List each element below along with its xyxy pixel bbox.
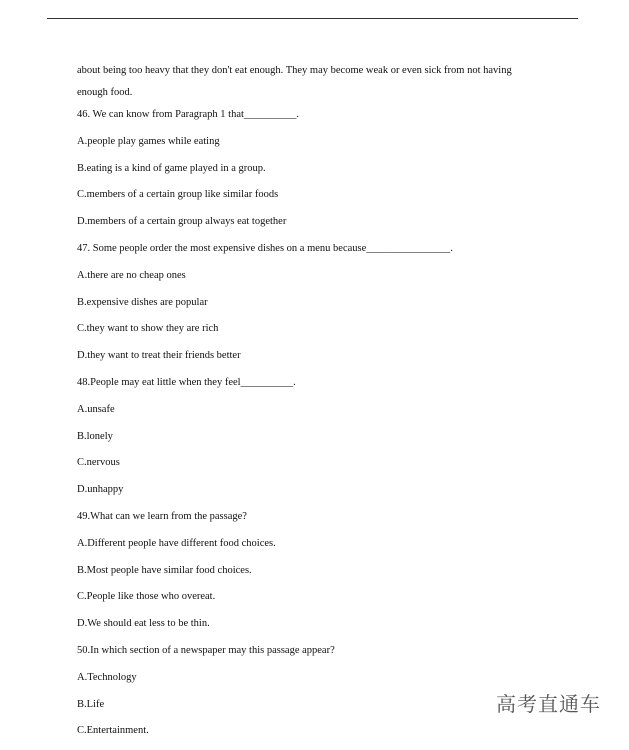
option-b: B.expensive dishes are popular xyxy=(77,296,208,308)
header-rule xyxy=(47,18,578,19)
passage-line: enough food. xyxy=(77,87,133,98)
option-c: C.members of a certain group like similar foods xyxy=(77,189,279,201)
question-50 xyxy=(77,643,557,750)
question-stem: 49.What can we learn from the passage? xyxy=(77,510,247,522)
option-a: A.there are no cheap ones xyxy=(77,269,186,281)
option-b: B.Life xyxy=(77,698,105,710)
question-stem: 50.In which section of a newspaper may this passage appear? xyxy=(77,644,335,656)
question-stem: 47. Some people order the most expensive dishes on a menu because________________. xyxy=(77,242,453,254)
option-c: C.they want to show they are rich xyxy=(77,323,219,335)
option-d: D.unhappy xyxy=(77,484,124,496)
option-c: C.Entertainment. xyxy=(77,725,149,737)
passage-ending xyxy=(77,63,557,107)
option-c: C.nervous xyxy=(77,457,120,469)
watermark-logo: 高考直通车 xyxy=(496,692,601,716)
exam-page xyxy=(77,63,557,750)
question-stem: 46. We can know from Paragraph 1 that__________. xyxy=(77,109,300,120)
option-d: D.We should eat less to be thin. xyxy=(77,618,210,630)
passage-line: about being too heavy that they don't eat enough. They may become weak or even sick from not having xyxy=(77,65,512,76)
question-49 xyxy=(77,509,557,643)
question-stem: 48.People may eat little when they feel__________. xyxy=(77,376,296,388)
question-48 xyxy=(77,375,557,509)
option-a: A.Different people have different food choices. xyxy=(77,537,276,549)
option-d: D.members of a certain group always eat together xyxy=(77,216,287,228)
question-47 xyxy=(77,241,557,375)
option-c: C.People like those who overeat. xyxy=(77,591,216,603)
option-a: A.people play games while eating xyxy=(77,135,220,147)
option-b: B.eating is a kind of game played in a group. xyxy=(77,162,266,174)
question-46 xyxy=(77,107,557,241)
option-d: D.they want to treat their friends better xyxy=(77,350,241,362)
option-a: A.Technology xyxy=(77,671,137,683)
option-b: B.Most people have similar food choices. xyxy=(77,564,252,576)
option-b: B.lonely xyxy=(77,430,113,442)
option-a: A.unsafe xyxy=(77,403,115,415)
